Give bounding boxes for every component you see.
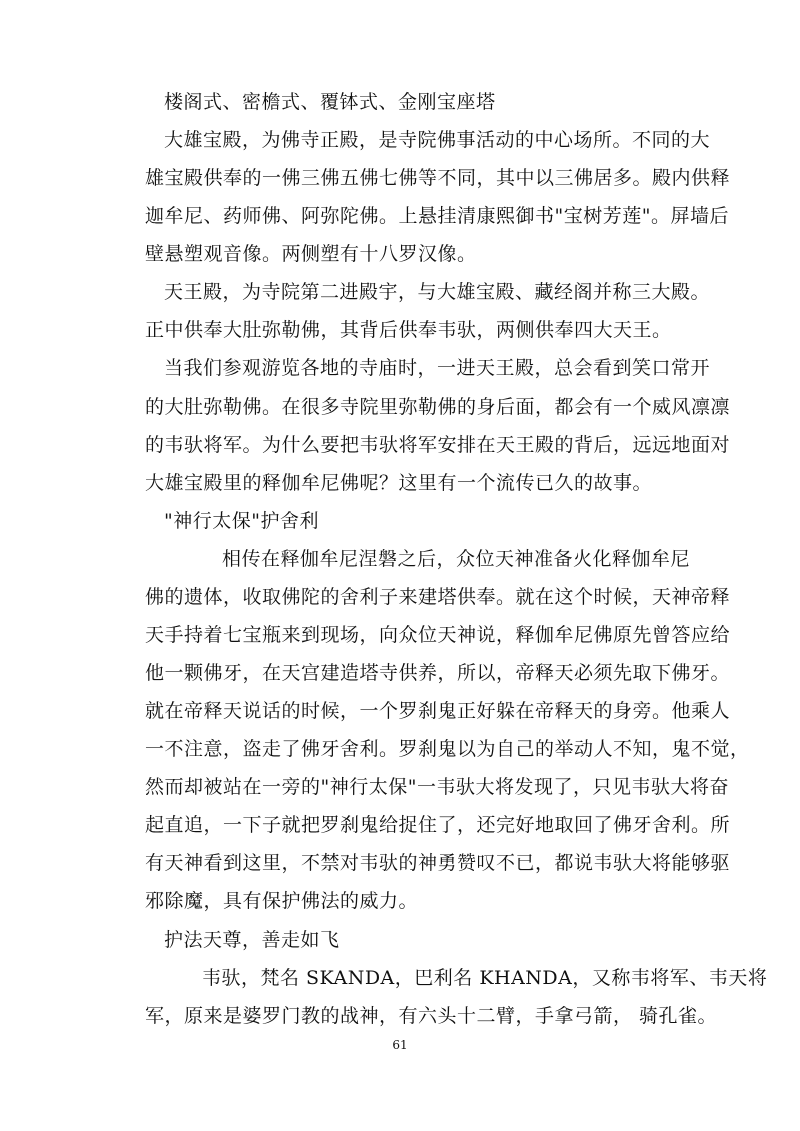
text-line: 佛的遗体，收取佛陀的舍利子来建塔供奉。就在这个时候，天神帝释 [145,585,731,608]
text-line: 就在帝释天说话的时候，一个罗刹鬼正好躲在帝释天的身旁。他乘人 [145,700,731,723]
heading-protector: 护法天尊，善走如飞 [164,928,340,951]
text-line: 起直追，一下子就把罗刹鬼给捉住了，还完好地取回了佛牙舍利。所 [145,814,731,837]
text-line: 正中供奉大肚弥勒佛，其背后供奉韦驮，两侧供奉四大天王。 [145,319,672,342]
text-line: 军，原来是婆罗门教的战神，有六头十二臂，手拿弓箭， 骑孔雀。 [145,1004,718,1027]
text-line: 天手持着七宝瓶来到现场，向众位天神说，释伽牟尼佛原先曾答应给 [145,623,731,646]
text-line: 的韦驮将军。为什么要把韦驮将军安排在天王殿的背后，远远地面对 [145,433,731,456]
text-line: 天王殿，为寺院第二进殿宇，与大雄宝殿、藏经阁并称三大殿。 [164,281,711,304]
text-line: 当我们参观游览各地的寺庙时，一进天王殿，总会看到笑口常开 [164,357,711,380]
text-line: 一不注意，盗走了佛牙舍利。罗刹鬼以为自己的举动人不知，鬼不觉， [145,738,750,761]
text-line: 邪除魔，具有保护佛法的威力。 [145,890,419,913]
text-line: 雄宝殿供奉的一佛三佛五佛七佛等不同，其中以三佛居多。殿内供释 [145,167,731,190]
heading-shenxing-taibao: "神行太保"护舍利 [164,509,319,532]
text-line: 壁悬塑观音像。两侧塑有十八罗汉像。 [145,243,477,266]
heading-pagoda-types: 楼阁式、密檐式、覆钵式、金刚宝座塔 [164,91,496,113]
page-number: 61 [392,1038,408,1052]
text-line: 他一颗佛牙，在天宫建造塔寺供养，所以，帝释天必须先取下佛牙。 [145,662,731,685]
text-line: 大雄宝殿里的释伽牟尼佛呢？这里有一个流传已久的故事。 [145,471,653,494]
text-line: 迦牟尼、药师佛、阿弥陀佛。上悬挂清康熙御书"宝树芳莲"。屏墙后 [145,205,729,228]
text-line: 韦驮，梵名 SKANDA，巴利名 KHANDA，又称韦将军、韦天将 [202,966,768,989]
text-line: 相传在释伽牟尼涅磐之后，众位天神准备火化释伽牟尼 [222,547,691,570]
text-line: 大雄宝殿，为佛寺正殿，是寺院佛事活动的中心场所。不同的大 [164,129,711,152]
text-line: 然而却被站在一旁的"神行太保"一韦驮大将发现了，只见韦驮大将奋 [145,776,729,799]
text-line: 的大肚弥勒佛。在很多寺院里弥勒佛的身后面，都会有一个威风凛凛 [145,395,731,418]
text-line: 有天神看到这里，不禁对韦驮的神勇赞叹不已，都说韦驮大将能够驱 [145,852,731,875]
